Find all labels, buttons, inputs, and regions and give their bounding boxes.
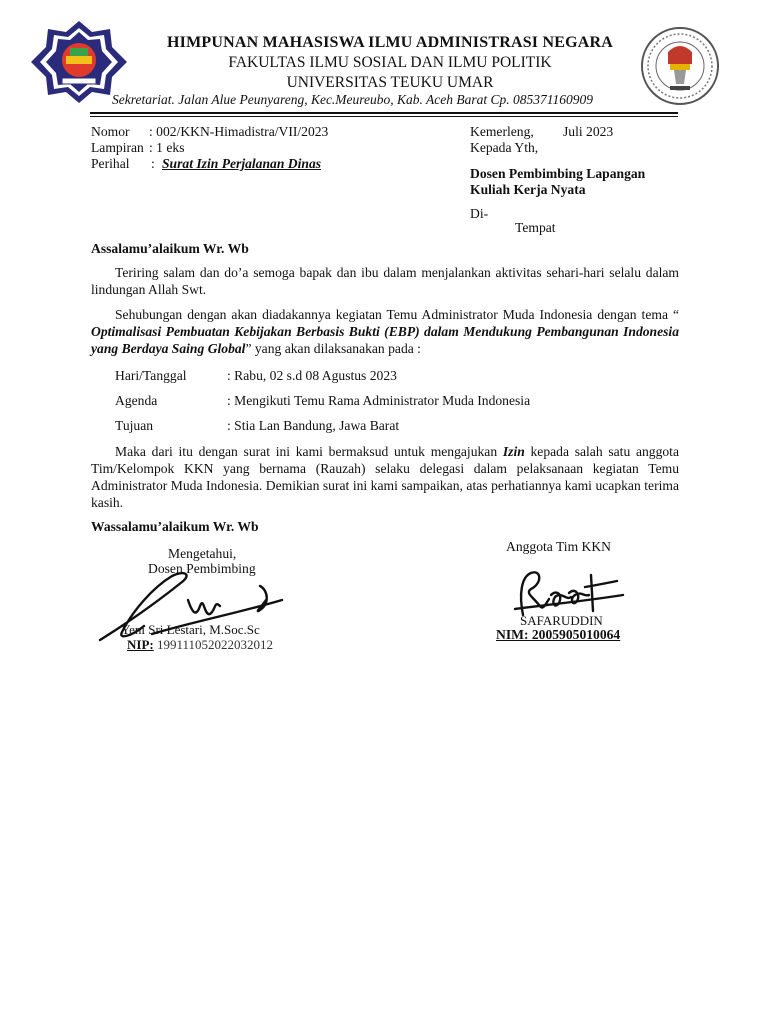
detail-label-agenda: Agenda	[115, 393, 158, 408]
paragraph-request	[91, 443, 679, 511]
left-sign-name: Yeni Sri Lestari, M.Soc.Sc	[121, 622, 260, 637]
nomor-value: : 002/KKN-Himadistra/VII/2023	[149, 124, 329, 139]
di-label: Di-	[470, 206, 489, 221]
right-sign-name: SAFARUDDIN	[520, 613, 603, 628]
detail-value-tujuan: : Stia Lan Bandung, Jawa Barat	[227, 418, 400, 433]
nip-label: NIP:	[127, 637, 154, 652]
recipient-name-line1: Dosen Pembimbing Lapangan	[470, 166, 646, 181]
kepada-yth: Kepada Yth,	[470, 140, 539, 155]
letter-date: Juli 2023	[563, 124, 614, 139]
place: Kemerleng,	[470, 124, 534, 139]
closing-greeting: Wassalamu’alaikum Wr. Wb	[91, 519, 259, 534]
perihal-colon: :	[151, 156, 155, 171]
detail-value-agenda: : Mengikuti Temu Rama Administrator Muda Indonesia	[227, 393, 531, 408]
perihal-label: Perihal	[91, 156, 130, 171]
university-name: UNIVERSITAS TEUKU UMAR	[286, 74, 494, 91]
secretariat-address: Sekretariat. Jalan Alue Peunyareng, Kec.Meureubo, Kab. Aceh Barat Cp. 085371160909	[112, 92, 594, 107]
request-outro: kepada salah satu anggota Tim/Kelompok KKN yang bernama (Rauzah) selaku delegasi dalam pelaksanaan kegiatan Temu Administrator Muda Indonesia. Demikian surat ini kami sampaikan, atas perhatiannya kami ucapkan terima kasih.	[91, 444, 679, 510]
perihal-value: Surat Izin Perjalanan Dinas	[162, 156, 322, 171]
org-name: HIMPUNAN MAHASISWA ILMU ADMINISTRASI NEGARA	[167, 34, 613, 51]
nip-value: 199111052022032012	[156, 637, 274, 652]
request-izin: Izin	[502, 444, 525, 459]
detail-label-tujuan: Tujuan	[115, 418, 154, 433]
recipient-name-line2: Kuliah Kerja Nyata	[470, 182, 586, 197]
nomor-label: Nomor	[91, 124, 130, 139]
event-theme: Optimalisasi Pembuatan Kebijakan Berbasis Bukti (EBP) dalam Mendukung Pembangunan Indonesia yang Berdaya Saing Global	[91, 324, 679, 356]
faculty-name: FAKULTAS ILMU SOSIAL DAN ILMU POLITIK	[228, 54, 552, 71]
greeting: Assalamu’alaikum Wr. Wb	[91, 241, 249, 256]
detail-value-date: : Rabu, 02 s.d 08 Agustus 2023	[227, 368, 397, 383]
request-intro: Maka dari itu dengan surat ini kami bermaksud untuk mengajukan	[115, 444, 498, 459]
event-intro: Sehubungan dengan akan diadakannya kegiatan Temu Administrator Muda Indonesia dengan tema “	[115, 307, 679, 322]
right-nim: NIM: 2005905010064	[496, 627, 621, 642]
detail-label-date: Hari/Tanggal	[115, 368, 187, 383]
left-sign-title2: Dosen Pembimbing	[148, 561, 256, 576]
paragraph-event	[91, 306, 679, 357]
right-sign-title: Anggota Tim KKN	[506, 539, 611, 554]
lampiran-value: : 1 eks	[149, 140, 185, 155]
event-outro: ” yang akan dilaksanakan pada :	[245, 341, 421, 356]
tempat-label: Tempat	[515, 220, 556, 235]
paragraph-opening: Teriring salam dan do’a semoga bapak dan ibu dalam menjalankan aktivitas sehari-hari selalu dalam lindungan Allah Swt.	[91, 265, 679, 297]
lampiran-label: Lampiran	[91, 140, 144, 155]
header-rule-thin	[90, 116, 678, 117]
lecturer-signature-icon	[92, 560, 292, 650]
left-sign-title1: Mengetahui,	[168, 546, 237, 561]
header-rule-thick	[90, 112, 678, 114]
